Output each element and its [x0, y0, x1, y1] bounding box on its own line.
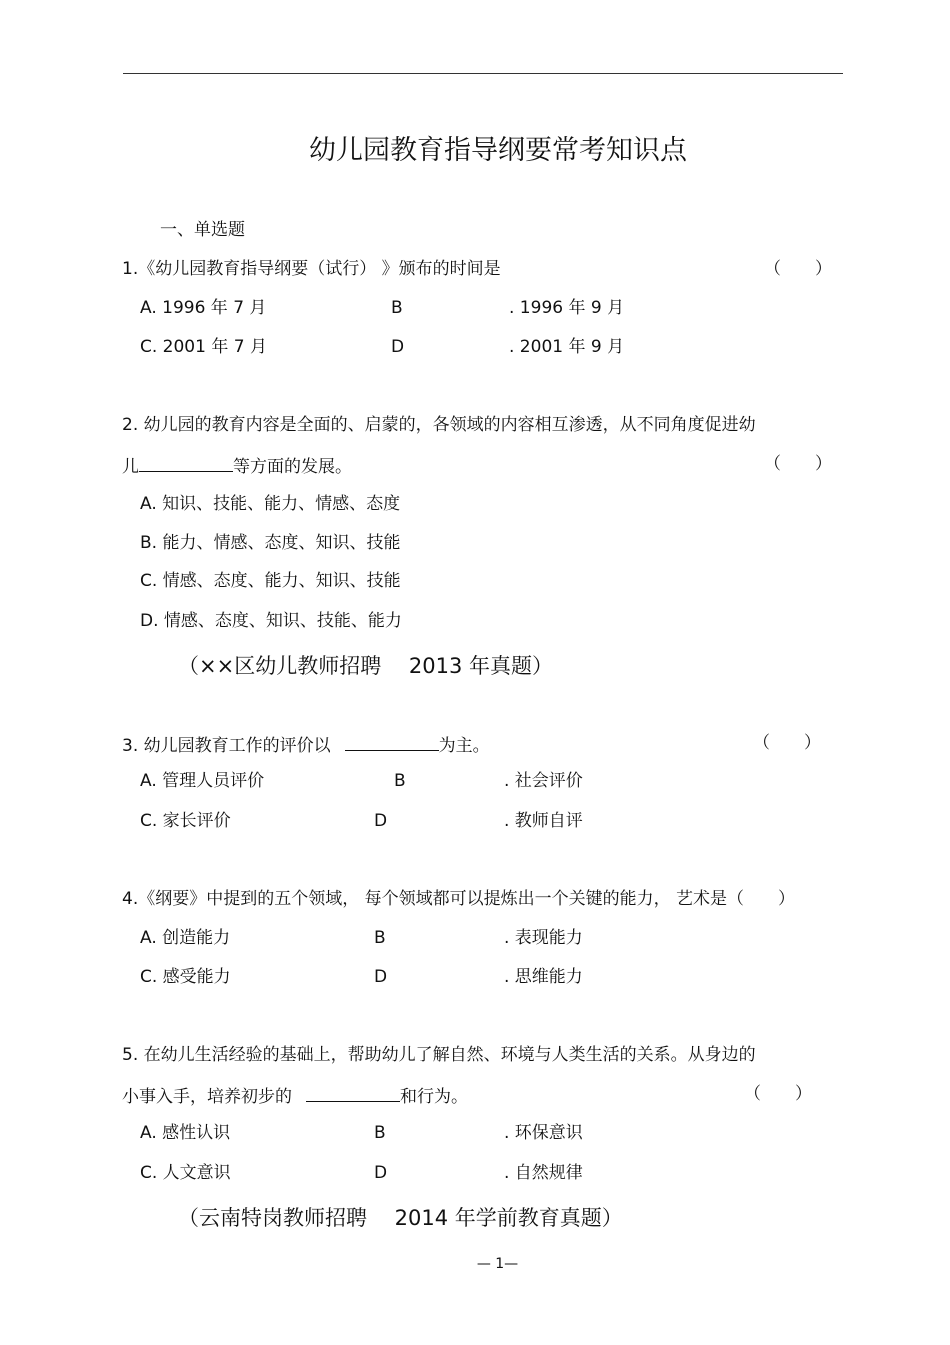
- q1-option-c: C. 2001 年 7 月: [140, 337, 267, 357]
- q2-text-line1: 2. 幼儿园的教育内容是全面的、启蒙的，各领域的内容相互渗透，从不同角度促进幼: [122, 415, 756, 435]
- q3-answer-paren: （ ）: [753, 733, 821, 753]
- q5-text-post: 和行为。: [400, 1087, 468, 1107]
- q2-option-d: D. 情感、态度、知识、技能、能力: [140, 611, 402, 631]
- q2-option-c: C. 情感、态度、能力、知识、技能: [140, 571, 401, 591]
- q3-text-pre: 3. 幼儿园教育工作的评价以: [122, 736, 331, 756]
- page-number: — 1—: [476, 1256, 519, 1272]
- q2-answer-paren: （ ）: [764, 454, 832, 474]
- q4-option-b: . 表现能力: [504, 928, 583, 948]
- q3-option-d: . 教师自评: [504, 811, 583, 831]
- q5-option-b-letter: B: [374, 1123, 386, 1143]
- q5-text-pre: 小事入手，培养初步的: [122, 1087, 292, 1107]
- q1-option-b-letter: B: [391, 298, 403, 318]
- q1-answer-paren: （ ）: [764, 259, 832, 279]
- header-rule: [123, 73, 843, 74]
- section-heading: 一、单选题: [160, 220, 245, 240]
- q3-option-c: C. 家长评价: [140, 811, 231, 831]
- q3-option-b: . 社会评价: [504, 771, 583, 791]
- q2-fill-blank: [139, 454, 233, 472]
- q5-option-c: C. 人文意识: [140, 1163, 231, 1183]
- q4-text: 4.《纲要》中提到的五个领域， 每个领域都可以提炼出一个关键的能力， 艺术是（ ）: [122, 889, 796, 909]
- q4-option-d-letter: D: [374, 967, 388, 987]
- q2-text-post: 等方面的发展。: [233, 457, 352, 477]
- q2-text-line2: [122, 454, 352, 477]
- q2-option-b: B. 能力、情感、态度、知识、技能: [140, 533, 401, 553]
- page-title: 幼儿园教育指导纲要常考知识点: [309, 135, 687, 166]
- q5-text-line1: 5. 在幼儿生活经验的基础上，帮助幼儿了解自然、环境与人类生活的关系。从身边的: [122, 1045, 756, 1065]
- q5-answer-paren: （ ）: [744, 1084, 812, 1104]
- q1-option-a: A. 1996 年 7 月: [140, 298, 267, 318]
- q3-option-a: A. 管理人员评价: [140, 771, 265, 791]
- q4-option-a: A. 创造能力: [140, 928, 231, 948]
- q3-text: [122, 733, 490, 756]
- q5-option-a: A. 感性认识: [140, 1123, 231, 1143]
- q5-fill-blank: [306, 1084, 400, 1102]
- q5-source-note: （云南特岗教师招聘 2014 年学前教育真题）: [178, 1206, 623, 1230]
- q2-text-pre: 儿: [122, 457, 139, 477]
- q4-option-b-letter: B: [374, 928, 386, 948]
- q1-option-d-letter: D: [391, 337, 405, 357]
- q3-option-d-letter: D: [374, 811, 388, 831]
- q5-text-line2: [122, 1084, 468, 1107]
- q3-text-post: 为主。: [438, 736, 490, 756]
- q5-option-d-letter: D: [374, 1163, 388, 1183]
- q4-option-d: . 思维能力: [504, 967, 583, 987]
- q1-option-b: . 1996 年 9 月: [509, 298, 625, 318]
- q3-option-b-letter: B: [394, 771, 406, 791]
- q4-option-c: C. 感受能力: [140, 967, 231, 987]
- q1-option-d: . 2001 年 9 月: [509, 337, 625, 357]
- q2-option-a: A. 知识、技能、能力、情感、态度: [140, 494, 401, 514]
- q5-option-b: . 环保意识: [504, 1123, 583, 1143]
- q1-text: 1.《幼儿园教育指导纲要（试行） 》颁布的时间是: [122, 259, 501, 279]
- q3-fill-blank: [345, 733, 439, 751]
- q2-source-note: （××区幼儿教师招聘 2013 年真题）: [178, 654, 553, 678]
- q5-option-d: . 自然规律: [504, 1163, 583, 1183]
